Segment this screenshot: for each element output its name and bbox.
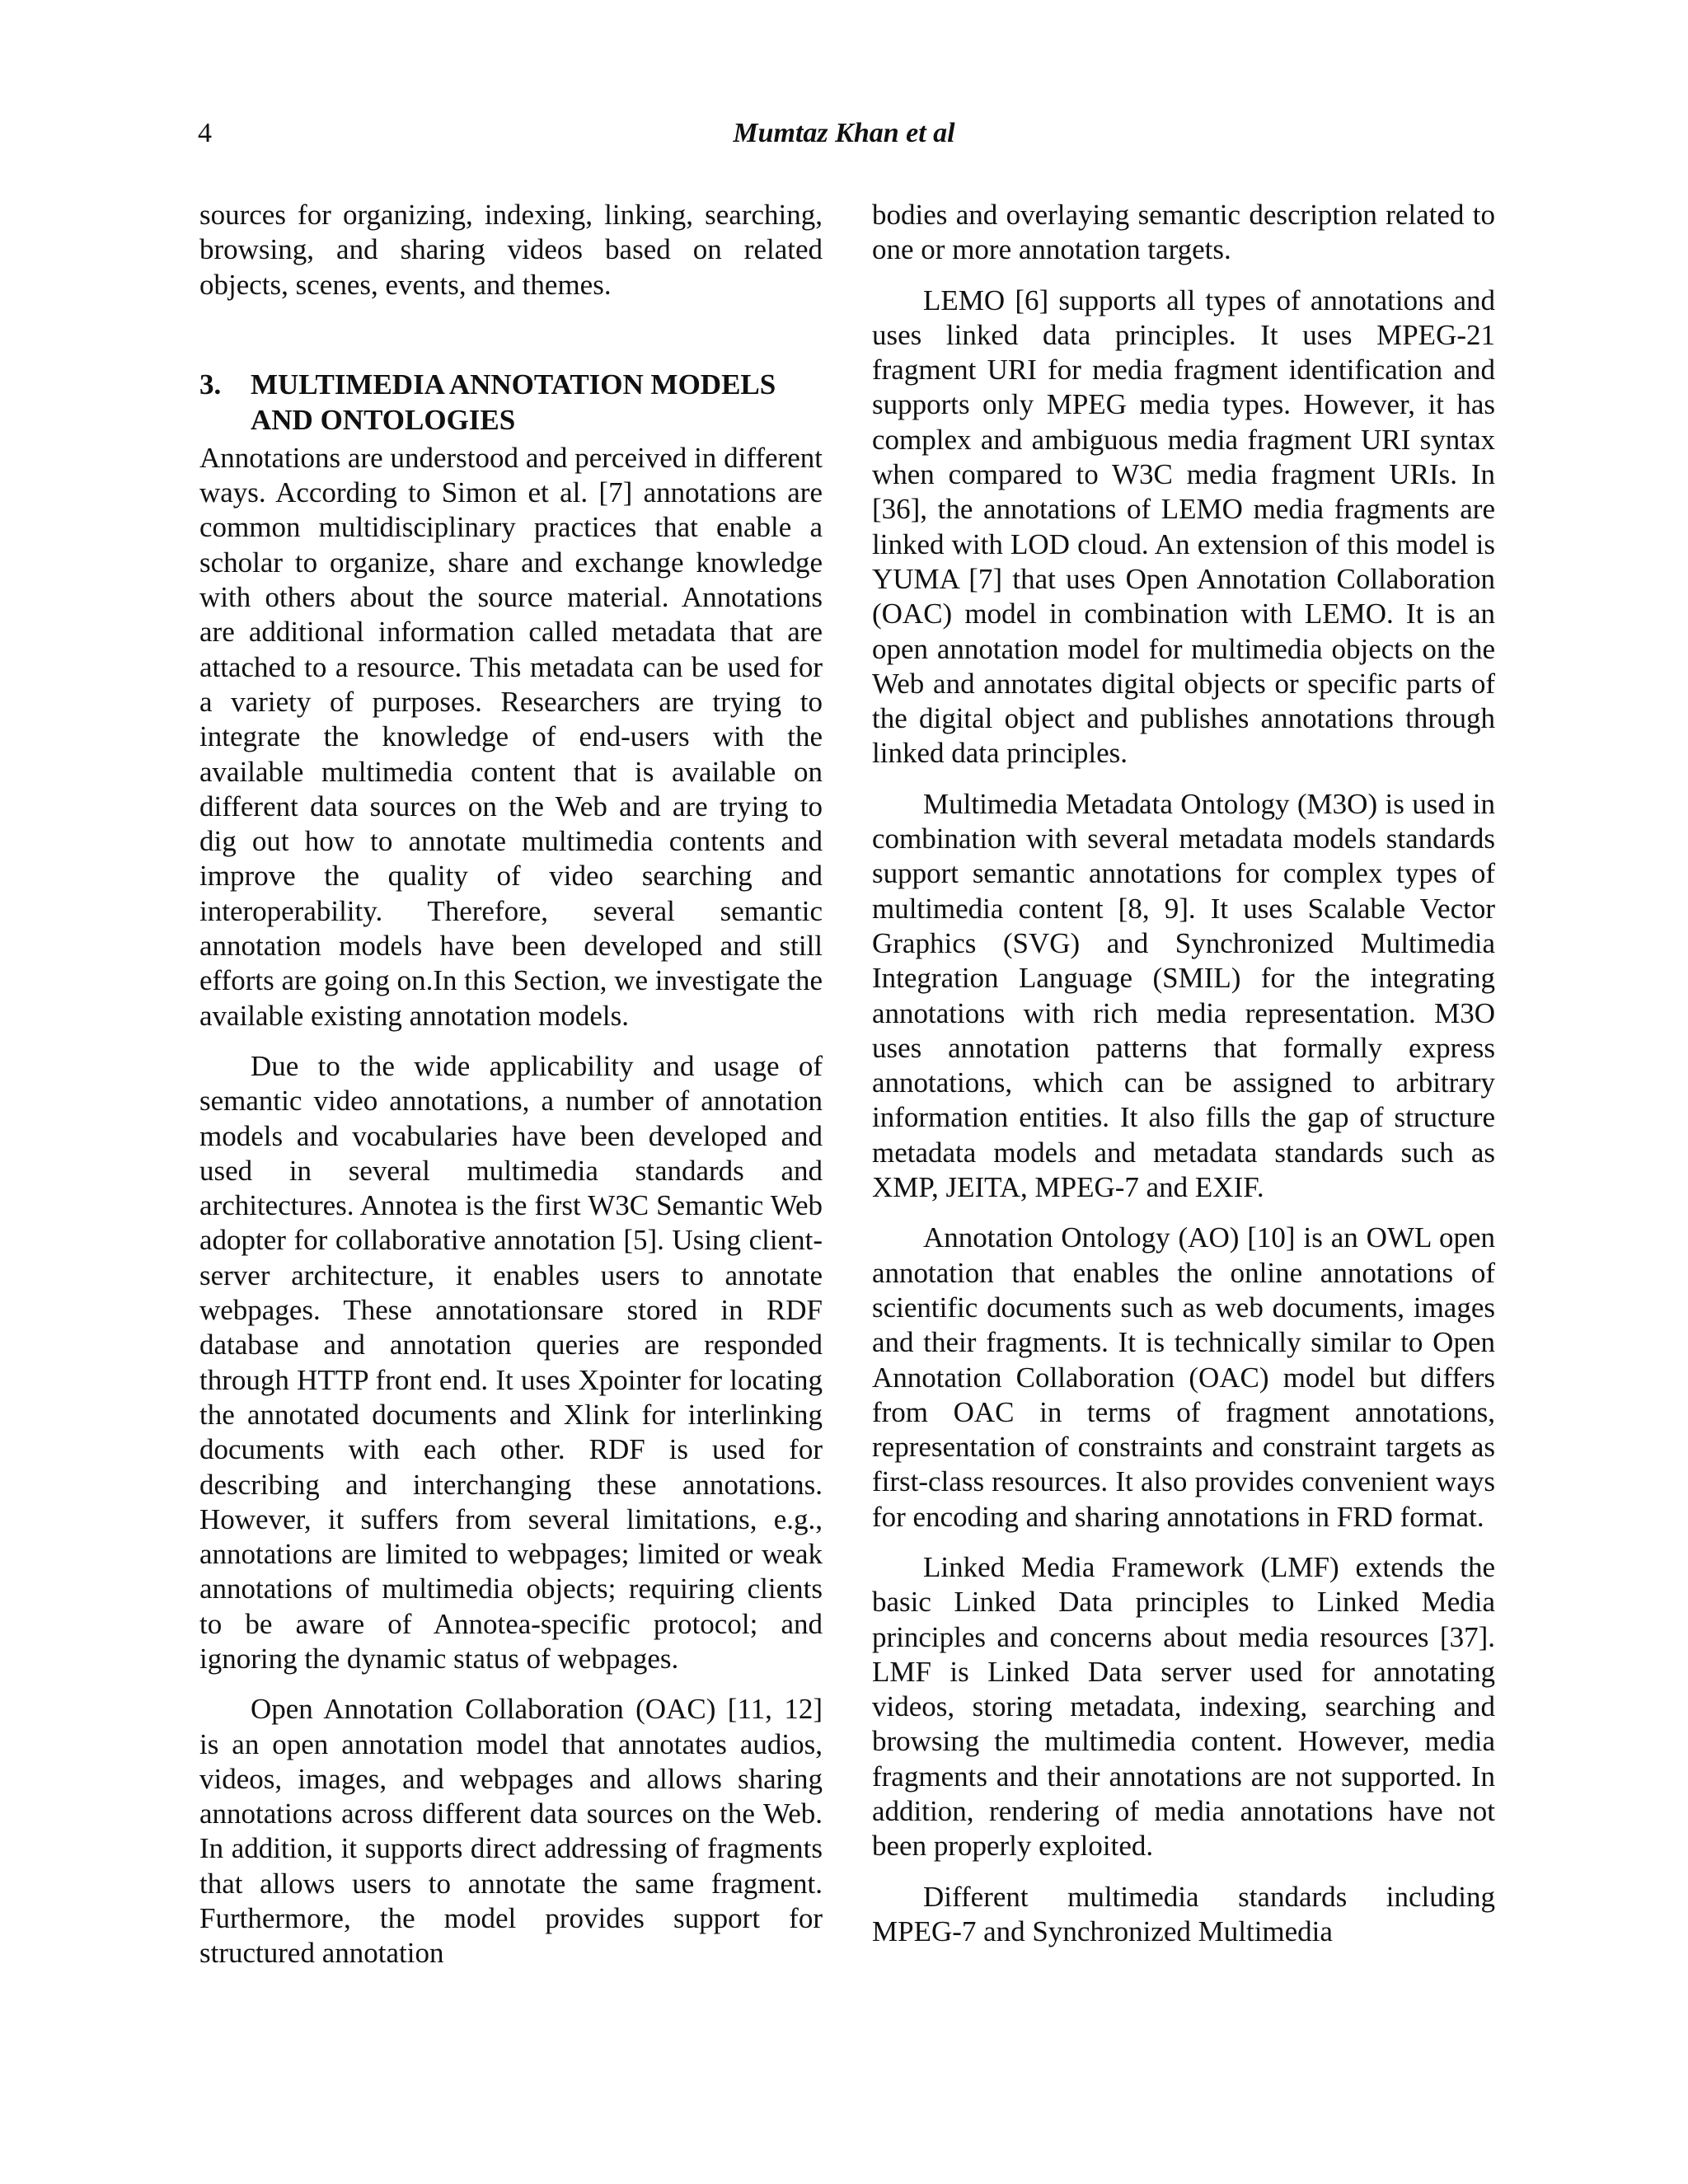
page-number: 4 [198,118,212,148]
right-column [872,198,1495,1965]
paragraph: Annotation Ontology (AO) [10] is an OWL open annotation that enables the online annotations of scientific documents such as web documents, images and their fragments. It is technically similar to Open Annotation Collaboration (OAC) model but differs from OAC in terms of fragment annotations, representation of constraints and constraint targets as first-class resources. It also provides convenient ways for encoding and sharing annotations in FRD format. [872,1221,1495,1533]
paragraph: LEMO [6] supports all types of annotations and uses linked data principles. It uses MPEG-21 fragment URI for media fragment identification and supports only MPEG media types. However, it has complex and ambiguous media fragment URI syntax when compared to W3C media fragment URIs. In [36], the annotations of LEMO media fragments are linked with LOD cloud. An extension of this model is YUMA [7] that uses Open Annotation Collaboration (OAC) model in combination with LEMO. It is an open annotation model for multimedia objects on the Web and annotates digital objects or specific parts of the digital object and publishes annotations through linked data principles. [872,284,1495,770]
paragraph: Multimedia Metadata Ontology (M3O) is used in combination with several metadata models standards support semantic annotations for complex types of multimedia content [8, 9]. It uses Scalable Vector Graphics (SVG) and Synchronized Multimedia Integration Language (SMIL) for the integrating annotations with rich media representation. M3O uses annotation patterns that formally express annotations, which can be assigned to arbitrary information entities. It also fills the gap of structure metadata models and metadata standards such as XMP, JEITA, MPEG-7 and EXIF. [872,787,1495,1204]
paragraph: Linked Media Framework (LMF) extends the basic Linked Data principles to Linked Media principles and concerns about media resources [37]. LMF is Linked Data server used for annotating videos, storing metadata, indexing, searching and browsing the multimedia content. However, media fragments and their annotations are not supported. In addition, rendering of media annotations have not been properly exploited. [872,1550,1495,1863]
continuation-paragraph: bodies and overlaying semantic description related to one or more annotation targets. [872,199,1495,266]
left-column [199,198,823,1987]
continuation-paragraph: sources for organizing, indexing, linking, searching, browsing, and sharing videos based on related objects, scenes, events, and themes. [199,199,823,301]
paragraph: Different multimedia standards including MPEG-7 and Synchronized Multimedia [872,1880,1495,1947]
paragraph: Due to the wide applicability and usage of semantic video annotations, a number of annotation models and vocabularies have been developed and used in several multimedia standards and architectures. Annotea is the first W3C Semantic Web adopter for collaborative annotation [5]. Using client-server architecture, it enables users to annotate webpages. These annotationsare stored in RDF database and annotation queries are responded through HTTP front end. It uses Xpointer for locating the annotated documents and Xlink for interlinking documents with each other. RDF is used for describing and interchanging these annotations. However, it suffers from several limitations, e.g., annotations are limited to webpages; limited or weak annotations of multimedia objects; requiring clients to be aware of Annotea-specific protocol; and ignoring the dynamic status of webpages. [199,1049,823,1675]
section-title: MULTIMEDIA ANNOTATION MODELS AND ONTOLOGIES [251,368,776,436]
section-heading [199,367,823,438]
section-number: 3. [199,368,222,401]
paragraph: Annotations are understood and perceived in different ways. According to Simon et al. [7] annotations are common multidisciplinary practices that enable a scholar to organize, share and exchange knowledge with others about the source material. Annotations are additional information called metadata that are attached to a resource. This metadata can be used for a variety of purposes. Researchers are trying to integrate the knowledge of end-users with the available multimedia content that is available on different data sources on the Web and are trying to dig out how to annotate multimedia contents and improve the quality of video searching and interoperability. Therefore, several semantic annotation models have been developed and still efforts are going on.In this Section, we investigate the available existing annotation models. [199,441,823,1032]
paragraph: Open Annotation Collaboration (OAC) [11, 12] is an open annotation model that annotates audios, videos, images, and webpages and allows sharing annotations across different data sources on the Web. In addition, it supports direct addressing of fragments that allows users to annotate the same fragment. Furthermore, the model provides support for structured annotation [199,1693,823,1970]
running-title: Mumtaz Khan et al [733,118,955,148]
